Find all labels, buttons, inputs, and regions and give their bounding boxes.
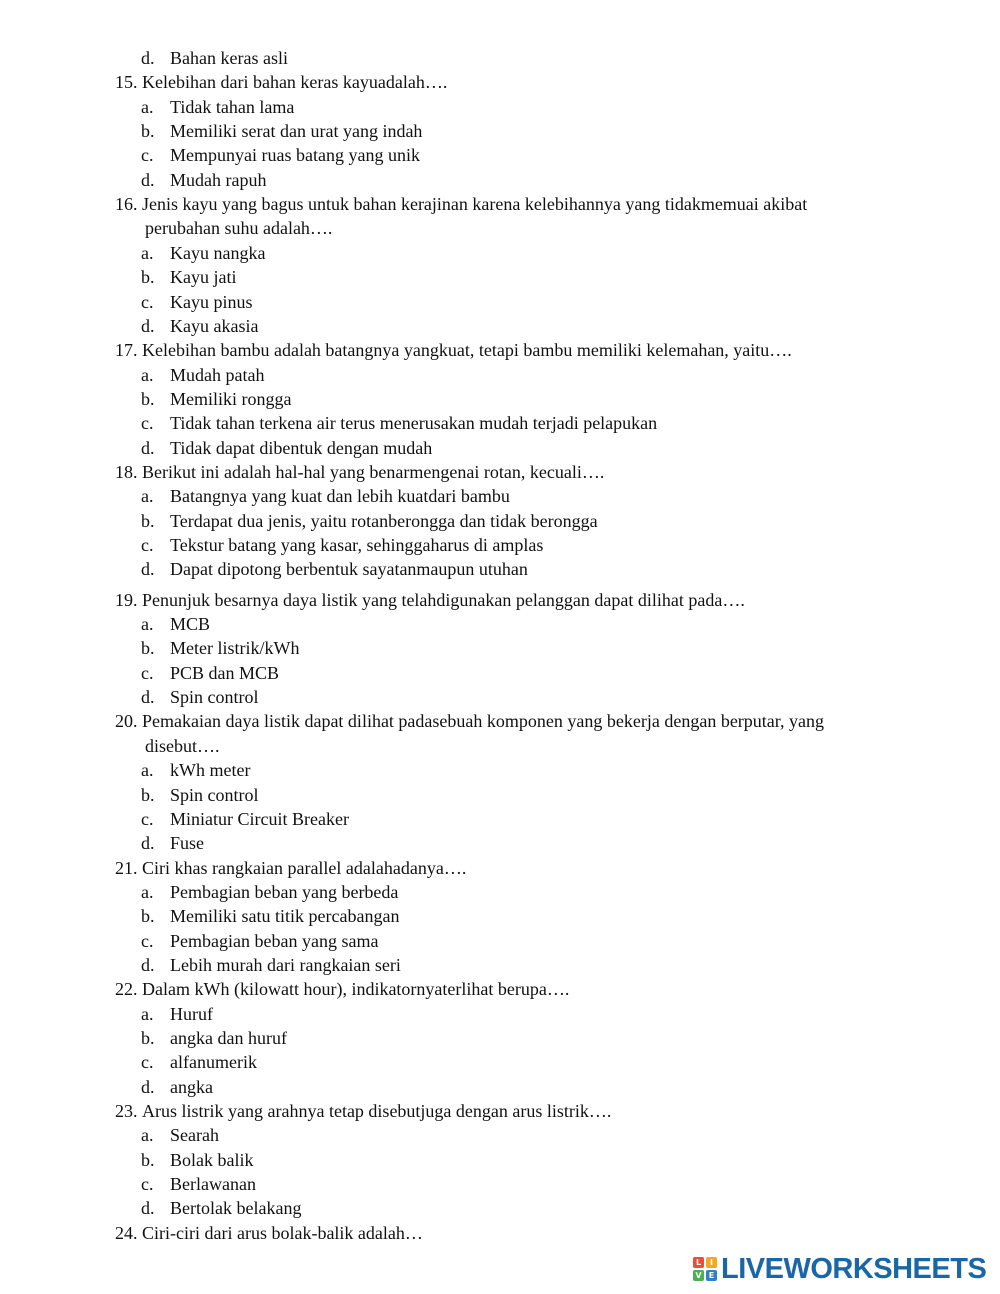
option-text: PCB dan MCB <box>170 662 280 683</box>
option-letter: d. <box>141 315 155 336</box>
option-line <box>0 661 1000 685</box>
logo-mark-tile: L <box>693 1257 704 1268</box>
liveworksheets-logo <box>693 1253 986 1285</box>
option-letter: c. <box>141 1052 154 1073</box>
option-text: kWh meter <box>170 760 251 781</box>
option-text: Kayu nangka <box>170 242 266 263</box>
option-line <box>0 831 1000 855</box>
option-line <box>0 1148 1000 1172</box>
question-line <box>0 338 1000 362</box>
option-letter: c. <box>141 662 154 683</box>
option-line <box>0 290 1000 314</box>
option-text: Terdapat dua jenis, yaitu rotanberongga dan tidak berongga <box>170 510 598 531</box>
option-letter: d. <box>141 1198 155 1219</box>
option-line <box>0 387 1000 411</box>
option-text: Kayu pinus <box>170 291 253 312</box>
question-number: 15. <box>115 72 138 93</box>
option-letter: c. <box>141 535 154 555</box>
option-line <box>0 557 1000 581</box>
question-text: Kelebihan bambu adalah batangnya yangkuat, tetapi bambu memiliki kelemahan, yaitu…. <box>142 340 792 361</box>
option-letter: d. <box>141 687 155 708</box>
option-letter: b. <box>141 510 155 531</box>
option-letter: d. <box>141 169 155 190</box>
option-line <box>0 533 1000 557</box>
option-line <box>0 241 1000 265</box>
option-letter: a. <box>141 96 154 117</box>
option-letter: a. <box>141 614 154 635</box>
option-text: Tidak tahan terkena air terus menerusakan mudah terjadi pelapukan <box>170 413 658 434</box>
question-text: Pemakaian daya listik dapat dilihat padasebuah komponen yang bekerja dengan berputar, yang <box>142 711 825 732</box>
logo-mark-tile: V <box>693 1270 704 1281</box>
option-text: Batangnya yang kuat dan lebih kuatdari bambu <box>170 486 510 507</box>
question-number: 16. <box>115 194 138 215</box>
liveworksheets-logo-icon <box>693 1257 717 1281</box>
option-line <box>0 904 1000 928</box>
logo-mark-tile: I <box>706 1257 717 1268</box>
option-text: Fuse <box>170 833 205 854</box>
option-line <box>0 119 1000 143</box>
option-letter: b. <box>141 267 155 288</box>
option-text: MCB <box>170 614 211 635</box>
option-line <box>0 807 1000 831</box>
option-text: Tidak dapat dibentuk dengan mudah <box>170 437 433 458</box>
option-text: alfanumerik <box>170 1052 257 1073</box>
option-line <box>0 880 1000 904</box>
option-letter: b. <box>141 784 155 805</box>
option-letter: d. <box>141 833 155 854</box>
question-text-continued: disebut…. <box>145 735 220 756</box>
option-line <box>0 636 1000 660</box>
option-letter: b. <box>141 1149 155 1170</box>
question-number: 20. <box>115 711 138 732</box>
question-number: 22. <box>115 979 138 1000</box>
option-text: Memiliki rongga <box>170 388 292 409</box>
option-line <box>0 758 1000 782</box>
option-text: Memiliki satu titik percabangan <box>170 906 400 927</box>
option-text: angka dan huruf <box>170 1028 287 1048</box>
option-line <box>0 168 1000 192</box>
option-line <box>0 1050 1000 1074</box>
question-line <box>0 192 1000 216</box>
option-text: Tekstur batang yang kasar, sehinggaharus di amplas <box>170 535 544 555</box>
option-letter: b. <box>141 1028 155 1048</box>
option-text: Bolak balik <box>170 1149 254 1170</box>
question-text: Ciri khas rangkaian parallel adalahadanya…. <box>142 857 467 878</box>
option-letter: c. <box>141 808 154 829</box>
question-line <box>0 856 1000 880</box>
option-letter: d. <box>141 48 155 68</box>
question-line <box>0 216 1000 240</box>
question-line <box>0 1099 1000 1123</box>
option-text: Bertolak belakang <box>170 1198 302 1219</box>
option-line <box>0 411 1000 435</box>
option-text: Mempunyai ruas batang yang unik <box>170 145 420 166</box>
option-letter: d. <box>141 954 155 975</box>
option-letter: d. <box>141 437 155 458</box>
option-line <box>0 1172 1000 1196</box>
option-text: Bahan keras asli <box>170 48 288 68</box>
option-line <box>0 265 1000 289</box>
option-letter: a. <box>141 486 154 507</box>
question-line <box>0 588 1000 612</box>
option-letter: a. <box>141 881 154 902</box>
question-number: 21. <box>115 857 138 878</box>
option-line <box>0 1196 1000 1220</box>
option-letter: d. <box>141 1076 155 1097</box>
option-line <box>0 1075 1000 1099</box>
option-line <box>0 685 1000 709</box>
option-text: Mudah patah <box>170 364 265 385</box>
question-text: Jenis kayu yang bagus untuk bahan kerajinan karena kelebihannya yang tidakmemuai akibat <box>142 194 808 215</box>
option-line <box>0 929 1000 953</box>
option-line <box>0 95 1000 119</box>
option-line <box>0 363 1000 387</box>
question-text-continued: perubahan suhu adalah…. <box>145 218 333 239</box>
option-text: Huruf <box>170 1003 213 1024</box>
liveworksheets-logo-text: LIVEWORKSHEETS <box>721 1252 987 1285</box>
logo-mark-tile: E <box>706 1270 717 1281</box>
option-text: Kayu jati <box>170 267 237 288</box>
question-number: 19. <box>115 589 138 610</box>
option-letter: b. <box>141 388 155 409</box>
question-line <box>0 70 1000 94</box>
option-line <box>0 509 1000 533</box>
option-line <box>0 612 1000 636</box>
question-line <box>0 709 1000 733</box>
question-text: Dalam kWh (kilowatt hour), indikatornyaterlihat berupa…. <box>142 979 570 1000</box>
option-letter: a. <box>141 1003 154 1024</box>
option-letter: c. <box>141 930 154 951</box>
option-text: Dapat dipotong berbentuk sayatanmaupun utuhan <box>170 559 528 580</box>
option-letter: c. <box>141 413 154 434</box>
option-line <box>0 484 1000 508</box>
question-text: Arus listrik yang arahnya tetap disebutjuga dengan arus listrik…. <box>142 1101 612 1122</box>
option-line <box>0 1123 1000 1147</box>
question-text: Berikut ini adalah hal-hal yang benarmengenai rotan, kecuali…. <box>142 461 605 482</box>
option-letter: b. <box>141 638 155 659</box>
question-line <box>0 977 1000 1001</box>
option-letter: a. <box>141 242 154 263</box>
question-text: Penunjuk besarnya daya listik yang telahdigunakan pelanggan dapat dilihat pada…. <box>142 589 745 610</box>
question-line <box>0 460 1000 484</box>
option-line <box>0 953 1000 977</box>
question-text: Kelebihan dari bahan keras kayuadalah…. <box>142 72 448 93</box>
question-text: Ciri-ciri dari arus bolak-balik adalah… <box>142 1222 423 1243</box>
option-letter: b. <box>141 121 155 142</box>
option-letter: d. <box>141 559 155 580</box>
option-text: Spin control <box>170 784 259 805</box>
question-number: 24. <box>115 1222 138 1243</box>
option-line <box>0 314 1000 338</box>
option-letter: a. <box>141 760 154 781</box>
option-letter: b. <box>141 906 155 927</box>
option-line <box>0 143 1000 167</box>
option-line <box>0 1026 1000 1050</box>
option-line <box>0 46 1000 70</box>
question-number: 17. <box>115 340 138 361</box>
option-text: Berlawanan <box>170 1174 256 1195</box>
option-letter: c. <box>141 1174 154 1195</box>
option-text: Spin control <box>170 687 259 708</box>
option-text: Pembagian beban yang berbeda <box>170 881 399 902</box>
question-line <box>0 734 1000 758</box>
option-letter: c. <box>141 291 154 312</box>
option-text: Kayu akasia <box>170 315 259 336</box>
option-text: Searah <box>170 1125 219 1146</box>
question-number: 18. <box>115 461 138 482</box>
option-text: Pembagian beban yang sama <box>170 930 379 951</box>
option-text: Miniatur Circuit Breaker <box>170 808 349 829</box>
option-line <box>0 436 1000 460</box>
option-letter: c. <box>141 145 154 166</box>
option-text: angka <box>170 1076 213 1097</box>
question-number: 23. <box>115 1101 138 1122</box>
question-line <box>0 1221 1000 1245</box>
option-text: Mudah rapuh <box>170 169 267 190</box>
option-text: Memiliki serat dan urat yang indah <box>170 121 423 142</box>
option-text: Lebih murah dari rangkaian seri <box>170 954 401 975</box>
option-letter: a. <box>141 1125 154 1146</box>
option-text: Tidak tahan lama <box>170 96 295 117</box>
option-line <box>0 1002 1000 1026</box>
option-text: Meter listrik/kWh <box>170 638 300 659</box>
option-line <box>0 783 1000 807</box>
option-letter: a. <box>141 364 154 385</box>
